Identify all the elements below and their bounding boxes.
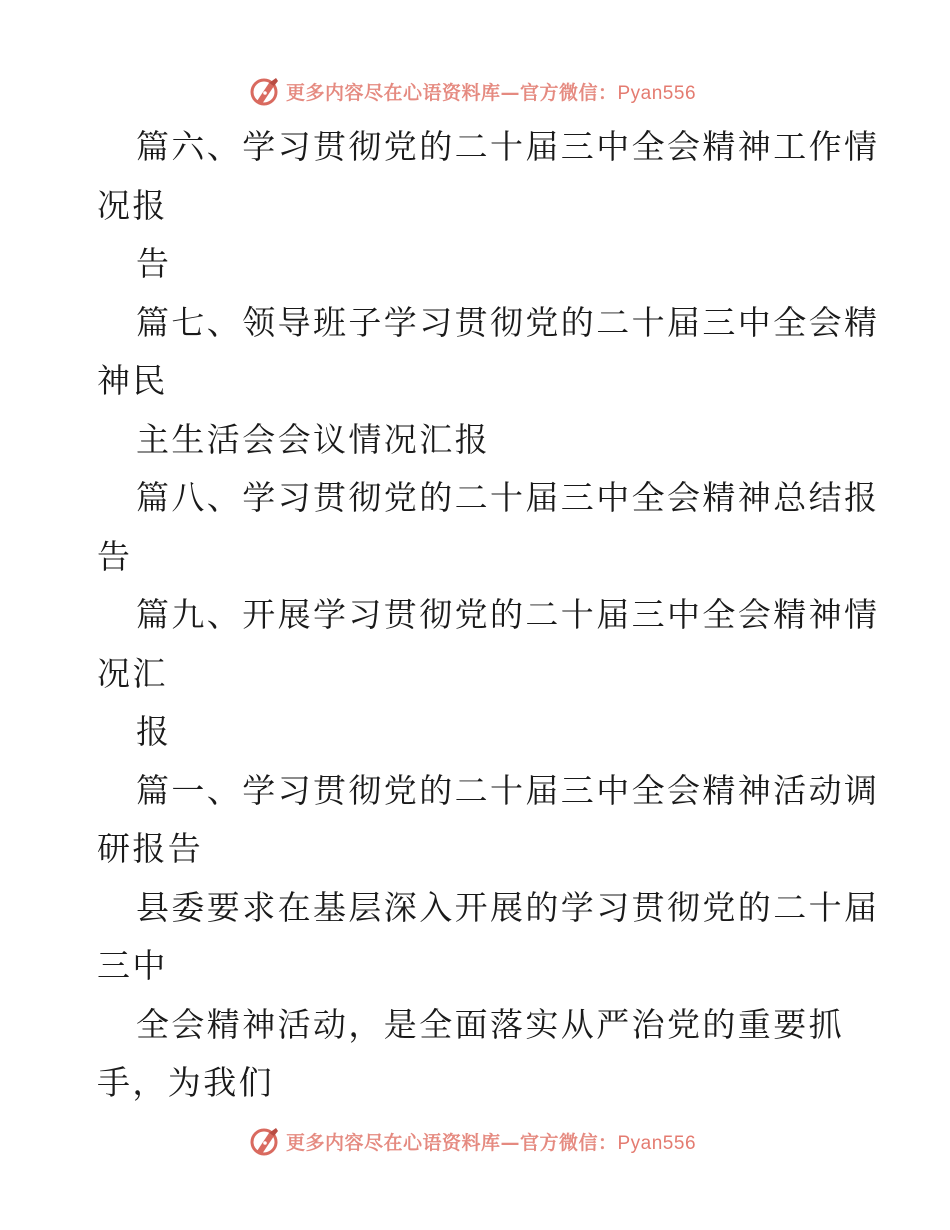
watermark-contact: Pyan556 — [617, 82, 697, 104]
text-line: 告 — [136, 244, 172, 283]
watermark-group — [248, 74, 696, 108]
pen-nib-circle-icon — [248, 74, 282, 108]
header-watermark — [0, 71, 950, 111]
text-line: 三中 — [97, 946, 168, 985]
text-line: 篇七、领导班子学习贯彻党的二十届三中全会精 — [136, 302, 880, 342]
pen-nib-circle-icon — [248, 1124, 282, 1158]
document-body — [97, 118, 880, 1113]
text-line: 篇九、开展学习贯彻党的二十届三中全会精神情 — [136, 595, 880, 634]
text-line: 报 — [136, 712, 172, 751]
watermark-text — [286, 78, 696, 105]
text-line: 县委要求在基层深入开展的学习贯彻党的二十届 — [136, 887, 880, 927]
text-line: 篇一、学习贯彻党的二十届三中全会精神活动调 — [136, 770, 880, 810]
watermark-brand: 更多内容尽在心语资料库—官方微信： — [285, 81, 618, 104]
watermark-text — [286, 1128, 696, 1155]
text-line: 神民 — [97, 361, 168, 400]
text-line: 篇六、学习贯彻党的二十届三中全会精神工作情 — [136, 127, 880, 166]
text-line: 告 — [97, 536, 133, 576]
text-line: 篇八、学习贯彻党的二十届三中全会精神总结报 — [136, 478, 880, 517]
watermark-brand: 更多内容尽在心语资料库—官方微信： — [285, 1131, 618, 1154]
text-line: 手，为我们 — [97, 1063, 274, 1102]
text-line: 况报 — [97, 185, 168, 225]
watermark-contact: Pyan556 — [617, 1132, 697, 1154]
text-line: 况汇 — [97, 653, 168, 693]
footer-watermark — [0, 1121, 950, 1161]
text-line: 全会精神活动，是全面落实从严治党的重要抓 — [136, 1004, 844, 1044]
text-line: 主生活会会议情况汇报 — [136, 419, 490, 459]
watermark-group — [248, 1124, 696, 1158]
text-line: 研报告 — [97, 829, 204, 868]
